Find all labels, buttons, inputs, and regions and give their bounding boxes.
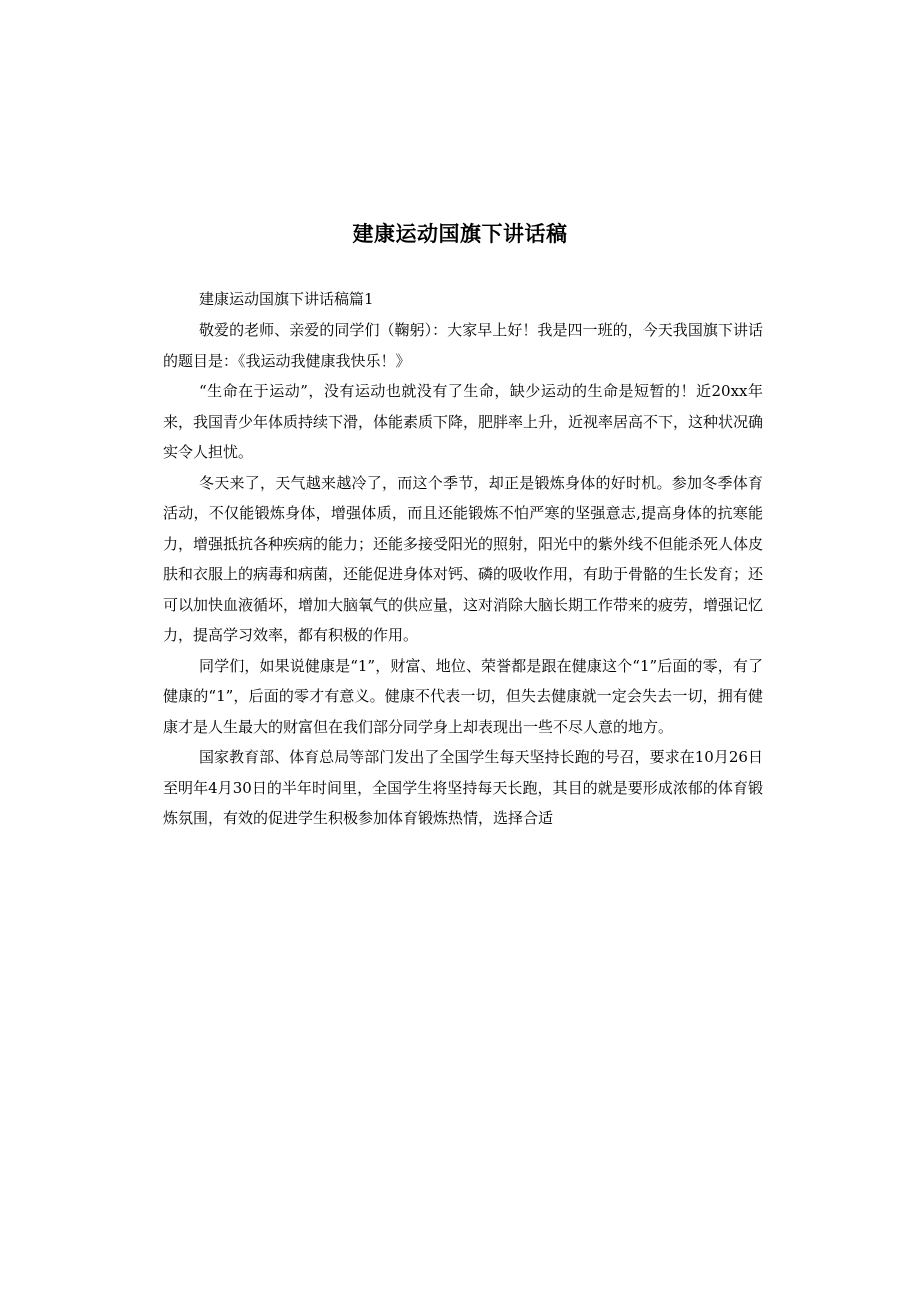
document-body bbox=[163, 283, 763, 834]
document-subheading: 建康运动国旗下讲话稿篇1 bbox=[199, 290, 374, 308]
paragraph-life-in-motion: “生命在于运动”，没有运动也就没有了生命，缺少运动的生命是短暂的！近20xx年来，我国青少年体质持续下滑，体能素质下降，肥胖率上升，近视率居高不下，这种状况确实令人担忧。 bbox=[163, 382, 764, 461]
document-title: 建康运动国旗下讲话稿 bbox=[352, 222, 568, 246]
paragraph-winter-exercise: 冬天来了，天气越来越冷了，而这个季节，却正是锻炼身体的好时机。参加冬季体育活动，不仅能锻炼身体，增强体质，而且还能锻炼不怕严寒的坚强意志,提高身体的抗寒能力，增强抵抗各种疾病的能力；还能多接受阳光的照射，阳光中的紫外线不但能杀死人体皮肤和衣服上的病毒和病菌，还能促进身体对钙、磷的吸收作用，有助于骨骼的生长发育；还可以加快血液循坏，增加大脑氧气的供应量，这对消除大脑长期工作带来的疲劳，增强记忆力，提高学习效率，都有积极的作用。 bbox=[163, 473, 764, 644]
paragraph-health-is-one: 同学们，如果说健康是“1”，财富、地位、荣誉都是跟在健康这个“1”后面的零，有了健康的“1”，后面的零才有意义。健康不代表一切，但失去健康就一定会失去一切，拥有健康才是人生最大的财富但在我们部分同学身上却表现出一些不尽人意的地方。 bbox=[163, 656, 763, 736]
paragraph-greeting: 敬爱的老师、亲爱的同学们（鞠躬）：大家早上好！我是四一班的，今天我国旗下讲话的题目是：《我运动我健康我快乐！》 bbox=[163, 321, 763, 370]
paragraph-daily-running: 国家教育部、体育总局等部门发出了全国学生每天坚持长跑的号召，要求在10月26日至明年4月30日的半年时间里，全国学生将坚持每天长跑，其目的就是要形成浓郁的体育锻炼氛围，有效的促进学生积极参加体育锻炼热情，选择合适 bbox=[163, 748, 763, 827]
